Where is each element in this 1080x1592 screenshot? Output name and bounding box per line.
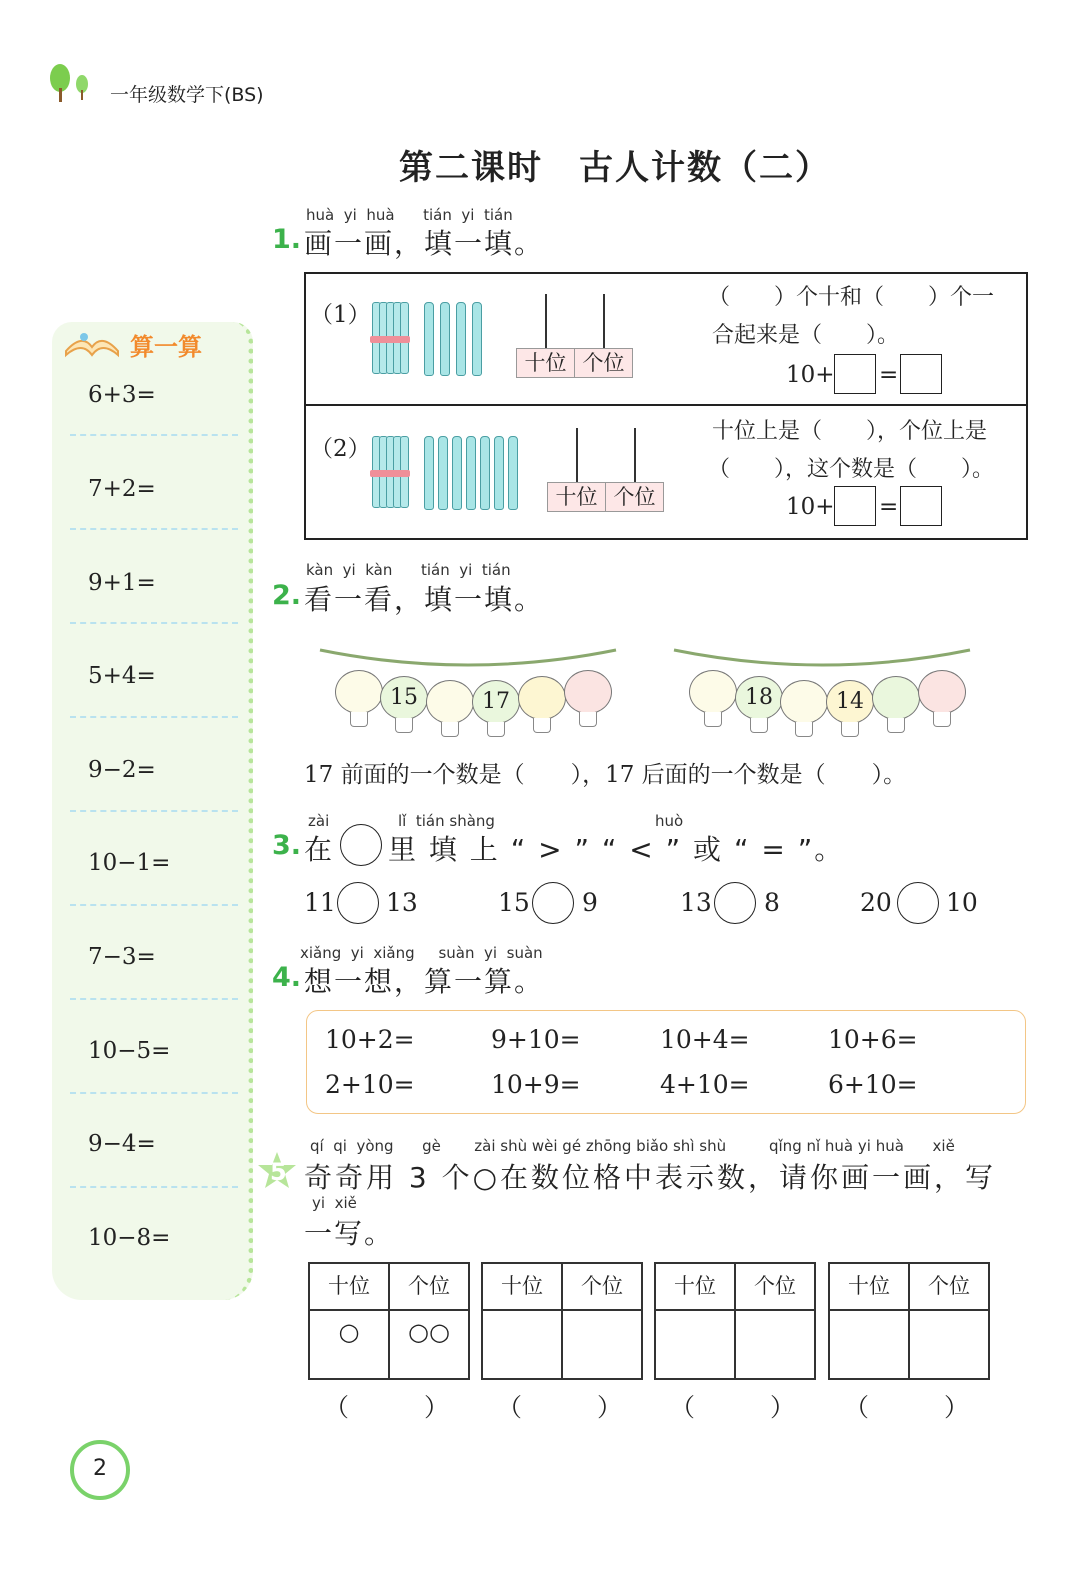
calc-item: 6+10= xyxy=(828,1070,918,1099)
ten-stick-bundle xyxy=(372,436,408,508)
abacus-ones-label: 个位 xyxy=(605,483,663,511)
calc-item: 10+2= xyxy=(325,1025,415,1054)
lantern-tassel xyxy=(579,712,597,727)
book-icon xyxy=(62,325,122,361)
lantern xyxy=(689,670,737,714)
drill-item: 6+3= xyxy=(88,382,156,408)
q4-pinyin: xiǎng yi xiǎng suàn yi suàn xyxy=(300,944,543,962)
place-value-table xyxy=(308,1262,470,1380)
divider xyxy=(70,622,238,624)
ones-header: 个位 xyxy=(581,1274,623,1298)
single-stick xyxy=(472,302,482,376)
lantern xyxy=(918,670,966,714)
divider xyxy=(70,716,238,718)
q5-instruction: 一写。 xyxy=(304,1217,395,1250)
tens-header: 十位 xyxy=(501,1274,543,1298)
lantern xyxy=(872,676,920,720)
divider xyxy=(304,404,1028,406)
book-label: 一年级数学下(BS) xyxy=(110,84,264,106)
q4-number: 4. xyxy=(272,962,302,993)
lantern-tassel xyxy=(395,718,413,733)
lantern-tassel xyxy=(704,712,722,727)
compare-circle[interactable] xyxy=(714,882,756,924)
abacus-rod xyxy=(603,294,605,348)
compare-right: 13 xyxy=(386,888,418,917)
abacus-tens-label: 十位 xyxy=(524,351,567,375)
lantern-tassel xyxy=(841,722,859,737)
equation-prefix: 10+ xyxy=(786,362,835,388)
drill-item: 10−8= xyxy=(88,1225,171,1251)
q3-pinyin: lǐ tián shàng xyxy=(398,812,495,830)
single-stick xyxy=(440,302,450,376)
drill-item: 9−2= xyxy=(88,757,156,783)
q1-part1-label: （1） xyxy=(310,302,371,328)
lesson-title: 第二课时 古人计数（二） xyxy=(399,148,831,188)
equation-prefix: 10+ xyxy=(786,494,835,520)
drill-item: 7−3= xyxy=(88,944,156,970)
lantern-tassel xyxy=(887,718,905,733)
drill-item: 10−5= xyxy=(88,1038,171,1064)
compare-left: 11 xyxy=(304,888,336,917)
ones-header: 个位 xyxy=(754,1274,796,1298)
abacus-base xyxy=(516,348,633,378)
q5-instruction: 奇奇用 3 个○在数位格中表示数，请你画一画，写 xyxy=(304,1161,997,1194)
divider xyxy=(70,1186,238,1188)
answer-box[interactable] xyxy=(834,486,876,526)
q5-pinyin: qí qi yòng gè zài shù wèi gé zhōng biǎo shì shù qǐng nǐ huà yi huà xiě xyxy=(310,1137,955,1155)
single-stick xyxy=(480,436,490,510)
q2-number: 2. xyxy=(272,580,302,611)
lantern xyxy=(518,676,566,720)
single-stick xyxy=(424,436,434,510)
abacus-rod xyxy=(545,294,547,348)
ones-header: 个位 xyxy=(408,1274,450,1298)
lantern-tassel xyxy=(350,712,368,727)
lantern-tassel xyxy=(533,718,551,733)
tens-header: 十位 xyxy=(328,1274,370,1298)
single-stick xyxy=(508,436,518,510)
single-stick xyxy=(456,302,466,376)
q3-number: 3. xyxy=(272,830,302,861)
lantern: 14 xyxy=(826,680,874,724)
drill-item: 5+4= xyxy=(88,663,156,689)
lantern xyxy=(335,670,383,714)
equals-sign: = xyxy=(879,362,899,388)
lantern xyxy=(780,680,828,724)
single-stick xyxy=(438,436,448,510)
abacus-rod xyxy=(576,428,578,482)
single-stick xyxy=(466,436,476,510)
q1-part2-line2: （ ），这个数是（ ）。 xyxy=(708,457,995,482)
lantern: 15 xyxy=(380,676,428,720)
answer-parens[interactable]: （ ） xyxy=(670,1393,796,1422)
lantern: 17 xyxy=(472,680,520,724)
single-stick xyxy=(424,302,434,376)
lantern-tassel xyxy=(795,722,813,737)
abacus-tens-label: 十位 xyxy=(555,485,598,509)
answer-parens[interactable]: （ ） xyxy=(324,1393,450,1422)
lantern: 18 xyxy=(735,676,783,720)
compare-circle[interactable] xyxy=(897,882,939,924)
place-value-table[interactable] xyxy=(654,1262,816,1380)
tree-icon xyxy=(48,62,96,108)
q2-pinyin: kàn yi kàn tián yi tián xyxy=(306,561,511,579)
q2-instruction: 看一看，填一填。 xyxy=(304,583,545,616)
lantern-tassel xyxy=(441,722,459,737)
lantern-tassel xyxy=(487,722,505,737)
answer-parens[interactable]: （ ） xyxy=(844,1393,970,1422)
q1-part1-line2: 合起来是（ ）。 xyxy=(712,323,900,348)
q1-part1-line1: （ ）个十和（ ）个一 xyxy=(708,285,995,310)
compare-right: 8 xyxy=(764,888,780,917)
q4-instruction: 想一想，算一算。 xyxy=(304,965,545,998)
sidebar-title-label: 算一算 xyxy=(130,333,202,361)
circle-symbol xyxy=(340,824,382,866)
calc-item: 10+9= xyxy=(491,1070,581,1099)
single-stick xyxy=(452,436,462,510)
answer-box[interactable] xyxy=(900,354,942,394)
ten-stick-bundle xyxy=(372,302,408,374)
tens-header: 十位 xyxy=(674,1274,716,1298)
q5-pinyin: yi xiě xyxy=(312,1194,357,1212)
q3-instruction-start: 在 xyxy=(304,833,335,866)
q3-pinyin: zài xyxy=(308,812,330,830)
lantern xyxy=(564,670,612,714)
q3-pinyin: huò xyxy=(655,812,684,830)
q1-part2-line1: 十位上是（ ），个位上是 xyxy=(712,419,988,444)
abacus-base xyxy=(547,482,664,512)
compare-left: 15 xyxy=(498,888,530,917)
drill-item: 7+2= xyxy=(88,476,156,502)
divider xyxy=(70,998,238,1000)
q1-pinyin: huà yi huà tián yi tián xyxy=(306,206,513,224)
divider xyxy=(70,434,238,436)
compare-circle[interactable] xyxy=(337,882,379,924)
drill-item: 9−4= xyxy=(88,1131,156,1157)
single-stick xyxy=(494,436,504,510)
q1-instruction: 画一画，填一填。 xyxy=(304,227,545,260)
compare-right: 10 xyxy=(946,888,978,917)
place-value-table[interactable] xyxy=(828,1262,990,1380)
ones-cell: ○○ xyxy=(408,1318,450,1346)
q5-number: 5 xyxy=(270,1158,287,1186)
answer-box[interactable] xyxy=(834,354,876,394)
q2-question: 17 前面的一个数是（ ），17 后面的一个数是（ ）。 xyxy=(304,762,907,788)
calc-item: 4+10= xyxy=(660,1070,750,1099)
q1-number: 1. xyxy=(272,224,302,255)
lantern xyxy=(426,680,474,724)
compare-left: 20 xyxy=(860,888,892,917)
equals-sign: = xyxy=(879,494,899,520)
compare-right: 9 xyxy=(582,888,598,917)
calc-item: 2+10= xyxy=(325,1070,415,1099)
answer-parens[interactable]: （ ） xyxy=(497,1393,623,1422)
divider xyxy=(70,810,238,812)
sidebar-title xyxy=(62,325,242,361)
abacus-rod xyxy=(634,428,636,482)
compare-circle[interactable] xyxy=(532,882,574,924)
calc-item: 10+6= xyxy=(828,1025,918,1054)
ones-header: 个位 xyxy=(928,1274,970,1298)
lantern-tassel xyxy=(933,712,951,727)
divider xyxy=(70,528,238,530)
place-value-table[interactable] xyxy=(481,1262,643,1380)
abacus-ones-label: 个位 xyxy=(574,349,632,377)
lantern-tassel xyxy=(750,718,768,733)
tens-cell: ○ xyxy=(338,1318,360,1346)
calc-item: 9+10= xyxy=(491,1025,581,1054)
q1-part2-label: （2） xyxy=(310,436,371,462)
tens-header: 十位 xyxy=(848,1274,890,1298)
calc-item: 10+4= xyxy=(660,1025,750,1054)
divider xyxy=(70,904,238,906)
answer-box[interactable] xyxy=(900,486,942,526)
drill-item: 9+1= xyxy=(88,570,156,596)
q3-instruction-end: 里 填 上 “ > ” “ < ” 或 “ = ”。 xyxy=(388,833,845,866)
drill-item: 10−1= xyxy=(88,850,171,876)
divider xyxy=(70,1092,238,1094)
page-number: 2 xyxy=(70,1440,130,1500)
compare-left: 13 xyxy=(680,888,712,917)
